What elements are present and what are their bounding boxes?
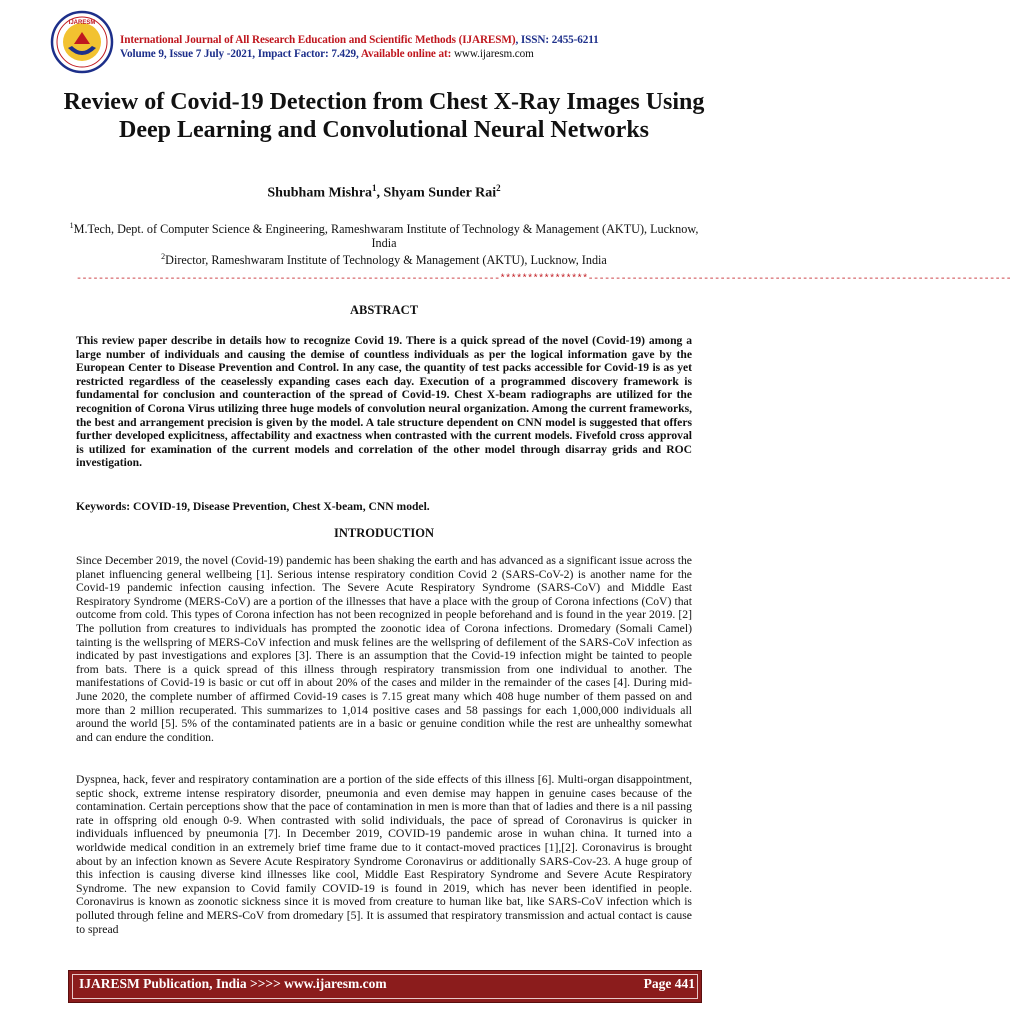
abstract-text: This review paper describe in details how to recognize Covid 19. There is a quick spread of the novel (Covid-19) among a large number of individuals and causing the demise of countless individuals as per the logical information gave by the European Center to Disease Prevention and Control. In any case, the quantity of test packs accessible for Covid-19 is as yet restricted regardless of the ceaselessly expanding cases each day. Execution of a programmed discovery framework is fundamental for conclusion and counteraction of the spread of Covid-19. Chest X-beam radiographs are utilized for the recognition of Corona Virus utilizing three huge models of convolution neural organization. Among the current frameworks, the best and arrangement precision is given by the model. A tale structure dependent on CNN model is suggested that offers further developed explicitness, affectability and exactness when contrasted with the current models. Fivefold cross approval is utilized for examination of the current models and correlation of the other model through disarray grids and ROC investigation. — [76, 334, 692, 470]
introduction-paragraph-2: Dyspnea, hack, fever and respiratory contamination are a portion of the side effects of this illness [6]. Multi-organ disappointment, septic shock, extreme intense respiratory disorder, pneumonia and even demise may happen in genuine cases because of the contamination. Certain perceptions show that the pace of contamination in men is more than that of ladies and there is a nil passing rate in offspring old enough 0-9. When contrasted with solid individuals, the pace of spread of Coronavirus is quicker in individuals influenced by pneumonia [7]. In December 2019, COVID-19 pandemic arose in wuhan china. It turned into a worldwide medical condition in an extremely brief time frame due to it contact-moved practices [1],[2]. Coronavirus is brought about by an infection known as Severe Acute Respiratory Syndrome Coronavirus or additionally SARS-Cov-23. A huge group of this infection is causing diverse kind illnesses like cool, Middle East Respiratory Syndrome and Severe Acute Respiratory Syndrome. The new expansion to Covid family COVID-19 is found in 2019, which has never been identified in people. Coronavirus is known as zoonotic sickness since it is moved from creature to human like bat, like SARS-CoV infection which is polluted through feline and MERS-CoV from dromedary [5]. It is assumed that respiratory transmission and actual contact is cause to spread — [76, 773, 692, 936]
journal-website-link[interactable]: www.ijaresm.com — [453, 48, 534, 60]
affiliation-1-mark: 1 — [69, 221, 74, 230]
separator-left: ----------------------------------------------------------------------------- — [76, 274, 500, 285]
journal-issn: ISSN: 2455-6211 — [520, 34, 599, 46]
section-separator — [76, 274, 1011, 285]
abstract-heading: ABSTRACT — [349, 303, 419, 317]
keywords-label: Keywords: — [76, 500, 131, 513]
introduction-heading: INTRODUCTION — [333, 526, 434, 540]
logo-text: IJARESM — [68, 20, 96, 26]
footer-publisher: IJARESM Publication, India >>>> www.ijaresm.com — [79, 976, 387, 991]
affiliation-2-mark: 2 — [161, 252, 166, 262]
footer-page-number: Page 441 — [643, 976, 695, 991]
author-1: Shubham Mishra — [267, 185, 373, 201]
affiliation-1 — [60, 219, 708, 250]
volume-issue: Volume 9, Issue 7 July -2021, Impact Factor: 7.429, — [120, 48, 359, 60]
paper-title: Review of Covid-19 Detection from Chest X-Ray Images Using Deep Learning and Convolutional Neural Networks — [63, 89, 705, 143]
affiliation-2 — [60, 250, 708, 268]
author-line — [60, 183, 708, 202]
introduction-paragraph-1: Since December 2019, the novel (Covid-19) pandemic has been shaking the earth and has advanced as a significant issue across the planet influencing general wellbeing [1]. Serious intense respiratory condition Covid 2 (SARS-CoV-2) is another name for the Covid-19 pandemic infection causing infection. The Severe Acute Respiratory Syndrome (SARS-CoV) and Middle East Respiratory Syndrome (MERS-CoV) are a portion of the illnesses that have a place with the group of Corona infections (CoV) that outcome from cold. This types of Corona infection has not been recognized in people beforehand and is found in the year 2019. [2] The pollution from creatures to individuals has prompted the zoonotic idea of Corona infections. Dromedary (Somali Camel) tainting is the wellspring of MERS-CoV infection and musk felines are the wellspring of defilement of the SARS-CoV infection as indicated by past investigations and explores [3]. There is an assumption that the Covid-19 infection might be tainted to people from bats. There is a quick spread of this illness through respiratory transmission from one individual to another. The manifestations of Covid-19 is basic or cut off in about 20% of the cases and milder in the remainder of the cases [4]. During mid-June 2020, the complete number of affirmed Covid-19 cases is 7.15 great many which 408 huge number of them passed on and more than 2 million recuperated. This summarizes to 1,014 positive cases and 58 passings for each 1,000,000 individuals all around the world [5]. 5% of the contaminated patients are in a basic or genuine condition while the rest are unhealthy somewhat and can endure the condition. — [76, 554, 692, 744]
journal-header-line2 — [120, 48, 534, 60]
available-online-label: Available online at: — [360, 48, 452, 60]
keywords-line — [76, 500, 692, 513]
page-footer — [68, 970, 702, 1003]
author-separator: , — [376, 185, 384, 201]
separator-right: ----------------------------------------------------------------------------- — [587, 274, 1011, 285]
journal-name: International Journal of All Research Education and Scientific Methods (IJARESM) — [120, 34, 516, 46]
affiliations — [60, 219, 708, 268]
separator-stars: **************** — [499, 274, 588, 285]
keywords-text: COVID-19, Disease Prevention, Chest X-beam, CNN model. — [133, 500, 430, 513]
affiliation-1-text: M.Tech, Dept. of Computer Science & Engineering, Rameshwaram Institute of Technology & Management (AKTU), Lucknow, India — [73, 222, 699, 250]
affiliation-2-text: Director, Rameshwaram Institute of Technology & Management (AKTU), Lucknow, India — [165, 253, 607, 268]
author-1-affiliation-mark: 1 — [372, 183, 377, 193]
author-2-affiliation-mark: 2 — [496, 183, 501, 193]
author-2: Shyam Sunder Rai — [383, 185, 497, 201]
journal-logo — [50, 10, 114, 74]
journal-header-line1: International Journal of All Research Education and Scientific Methods (IJARESM), ISSN: 2455-6211 — [120, 34, 599, 46]
